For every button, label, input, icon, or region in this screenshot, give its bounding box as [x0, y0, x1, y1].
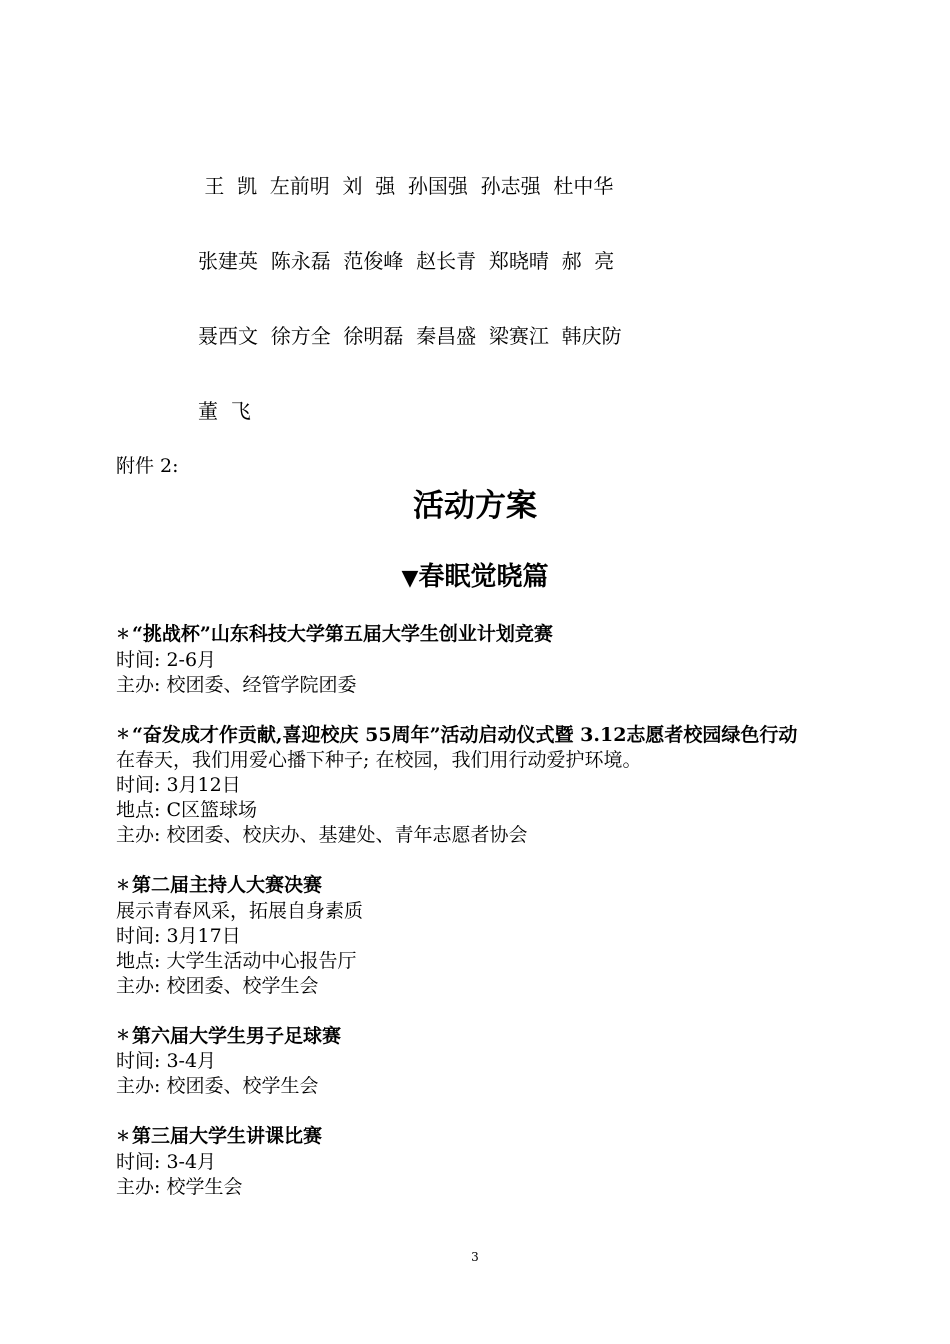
event-detail: 时间: 3月12日 — [116, 774, 241, 796]
event-title: “挑战杯”山东科技大学第五届大学生创业计划竞赛 — [132, 623, 553, 645]
section-title: 春眠觉晓篇 — [418, 562, 549, 592]
name-line: 王 凯 左前明 刘 强 孙国强 孙志强 杜中华 — [198, 174, 614, 198]
asterisk-icon: ＊ — [116, 877, 130, 894]
event-heading — [116, 1024, 846, 1050]
name-list — [198, 124, 622, 449]
event-detail: 主办: 校学生会 — [116, 1175, 243, 1198]
event-heading — [116, 873, 846, 899]
event-detail: 主办: 校团委、校学生会 — [116, 1075, 319, 1097]
attachment-label: 附件 2: — [116, 455, 179, 477]
event-title: 第六届大学生男子足球赛 — [132, 1024, 342, 1047]
event-item — [116, 723, 846, 849]
event-item — [116, 622, 846, 698]
event-heading — [116, 622, 846, 648]
name-line: 聂西文 徐方全 徐明磊 秦昌盛 梁赛江 韩庆防 — [198, 324, 622, 348]
event-detail: 主办: 校团委、校学生会 — [116, 974, 319, 997]
event-title: “奋发成才作贡献,喜迎校庆 55周年”活动启动仪式暨 3.12志愿者校园绿色行动 — [132, 723, 798, 746]
triangle-down-icon: ▼ — [401, 566, 419, 591]
event-detail: 时间: 3月17日 — [116, 924, 241, 947]
event-item — [116, 873, 846, 999]
event-detail: 主办: 校团委、校庆办、基建处、青年志愿者协会 — [116, 824, 528, 846]
event-title: 第二届主持人大赛决赛 — [132, 874, 323, 896]
event-detail: 时间: 3-4月 — [116, 1150, 217, 1173]
event-detail: 主办: 校团委、经管学院团委 — [116, 673, 357, 696]
event-detail: 在春天，我们用爱心播下种子; 在校园，我们用行动爱护环境。 — [116, 749, 642, 771]
event-heading — [116, 1124, 846, 1150]
event-detail: 时间: 2-6月 — [116, 648, 217, 671]
name-line: 董 飞 — [198, 399, 251, 423]
event-item — [116, 1024, 846, 1100]
page-number: 3 — [471, 1250, 479, 1264]
asterisk-icon: ＊ — [116, 1128, 130, 1145]
event-detail: 地点: 大学生活动中心报告厅 — [116, 949, 357, 972]
asterisk-icon: ＊ — [116, 1028, 130, 1044]
event-detail: 展示青春风采，拓展自身素质 — [116, 899, 364, 922]
event-item — [116, 1124, 846, 1200]
asterisk-icon: ＊ — [116, 727, 130, 743]
event-title: 第三届大学生讲课比赛 — [132, 1125, 323, 1147]
asterisk-icon: ＊ — [116, 626, 130, 643]
name-line: 张建英 陈永磊 范俊峰 赵长青 郑晓晴 郝 亮 — [198, 249, 615, 273]
event-heading — [116, 723, 846, 749]
page-title: 活动方案 — [413, 488, 537, 524]
event-detail: 时间: 3-4月 — [116, 1050, 217, 1072]
section-heading — [0, 556, 950, 593]
event-detail: 地点: C区篮球场 — [116, 799, 257, 821]
event-list — [116, 622, 846, 1225]
